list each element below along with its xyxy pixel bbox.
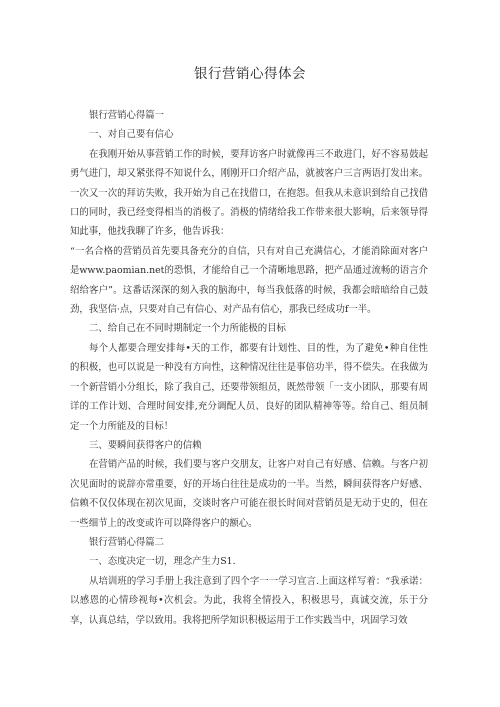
- body-paragraph: 每个人都要合理安排每•天的工作，都要有计划性、目的性，为了避免•种自住性的积极，也可以说是一种没有方向性，这种情况往往是事倍功半，得不偿失。在我做为一个新营销小分组长，除了我自己，还要带领组员，既然带领「一支小团队，那要有周详的工作计划、合理时间安排,充分调配人员、良好的团队精神等等。给自己、组员制定一个力所能及的目标！: [70, 342, 428, 432]
- body-paragraph: 从培训班的学习手册上我注意到了四个字一一学习宣言.上面这样写着：“我承诺：以感恩的心情珍视每•次机会。为此，我将全情投入，积极思号，真诚交流，乐于分享，认真总结，学以致用。我将把所学知识积极运用于工作实践当中，巩固学习效: [70, 575, 428, 626]
- section-heading: 银行营销心得篇二: [89, 536, 165, 548]
- quote-paragraph: “一名合格的营销员首先要具备充分的自信，只有对自己充满信心，才能消除面对客户是www.paomian.net的恐惧，才能给自己一个清晰地思路，把产品通过流畅的语言介绍给客户”。这番话深深的刻入我的脑海中，每当我低落的时候，我都会暗暗给自己鼓劲，我坚信·点，只要对自己有信心、对产品有信心，那我已经成功f一半。: [70, 245, 428, 316]
- document-title: 银行营销心得体会: [194, 66, 306, 82]
- subsection-heading: 一、态度决定一切，理念产生力S1.: [89, 556, 236, 568]
- body-paragraph: 在我刚开始从事营销工作的时候，要拜访客户时就像再三不敢进门，好不容易鼓起勇气进门，却又紧张得不知说什么，刚刚开口介绍产品，就被客户三言两语打发出来。一次又一次的拜访失败，我开始为自己在找借口，在抱怨。但我从未意识到给自己找借口的同时，我已经变得相当的消极了。消极的情绪给我工作带来很大影响，后来领导得知此事，他找我聊了许多，他告诉我：: [70, 148, 428, 238]
- subsection-heading: 二、给自己在不同时期制定一个力所能极的目标: [89, 323, 286, 335]
- body-paragraph: 在营销产品的时候，我们要与客户交朋友，让客户对自己有好感、信赖。与客户初次见面时的说辞亦常重要，好的开场白往往是成功的一半。当然，瞬间获得客户好感、信赖不仅仅体现在初次见面，交谈时客户可能在很长时间对营销员是无动于史的，但在一些细节上的改变或许可以降得客户的额心。: [70, 459, 428, 529]
- subsection-heading: 三、要瞬间获得客户的信赖: [89, 439, 202, 451]
- subsection-heading: 一、对自己要有信心: [89, 129, 174, 141]
- document-body: [70, 106, 428, 630]
- section-heading: 银行营销心得篇一: [89, 110, 165, 121]
